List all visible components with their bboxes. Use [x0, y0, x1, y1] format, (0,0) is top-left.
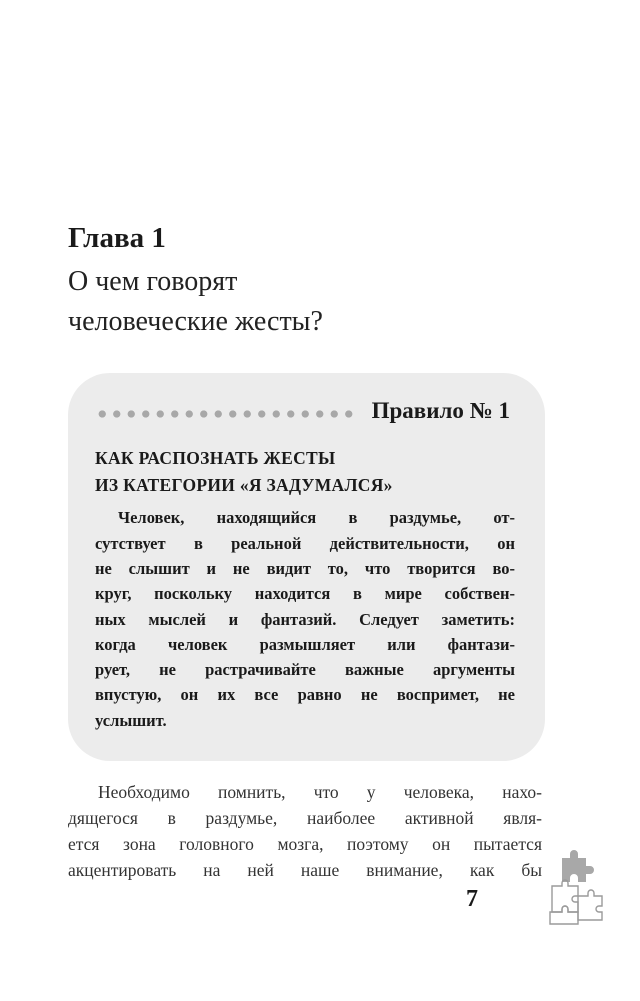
rule-heading-line: КАК РАСПОЗНАТЬ ЖЕСТЫ [95, 448, 336, 468]
rule-body-line: услышит. [95, 711, 167, 730]
chapter-title-line: человеческие жесты? [68, 306, 323, 337]
text-line: дящегося в раздумье, наиболее активной явля- [68, 808, 542, 828]
rule-heading-line: ИЗ КАТЕГОРИИ «Я ЗАДУМАЛСЯ» [95, 475, 393, 495]
rule-body-line: когда человек размышляет или фантази- [95, 635, 515, 654]
rule-body-line: Человек, находящийся в раздумье, от- [118, 508, 515, 527]
text-line: акцентировать на ней наше внимание, как бы [68, 860, 542, 880]
dotted-divider [95, 409, 357, 419]
rule-body-line: впустую, он их все равно не воспримет, не [95, 685, 515, 704]
page-number: 7 [466, 886, 478, 912]
rule-body-line: не слышит и не видит то, что творится во- [95, 559, 515, 578]
puzzle-pieces-icon [548, 850, 604, 930]
rule-body-line: ных мыслей и фантазий. Следует заметить: [95, 610, 515, 629]
rule-body-line: круг, поскольку находится в мире собствен- [95, 584, 515, 603]
text-line: Необходимо помнить, что у человека, нахо- [98, 782, 542, 802]
text-line: ется зона головного мозга, поэтому он пытается [68, 834, 542, 854]
rule-label: Правило № 1 [371, 398, 510, 423]
chapter-title-line: О чем говорят [68, 266, 238, 297]
rule-body-line: рует, не растрачивайте важные аргументы [95, 660, 515, 679]
rule-body-line: сутствует в реальной действительности, он [95, 534, 515, 553]
chapter-label: Глава 1 [68, 222, 166, 254]
